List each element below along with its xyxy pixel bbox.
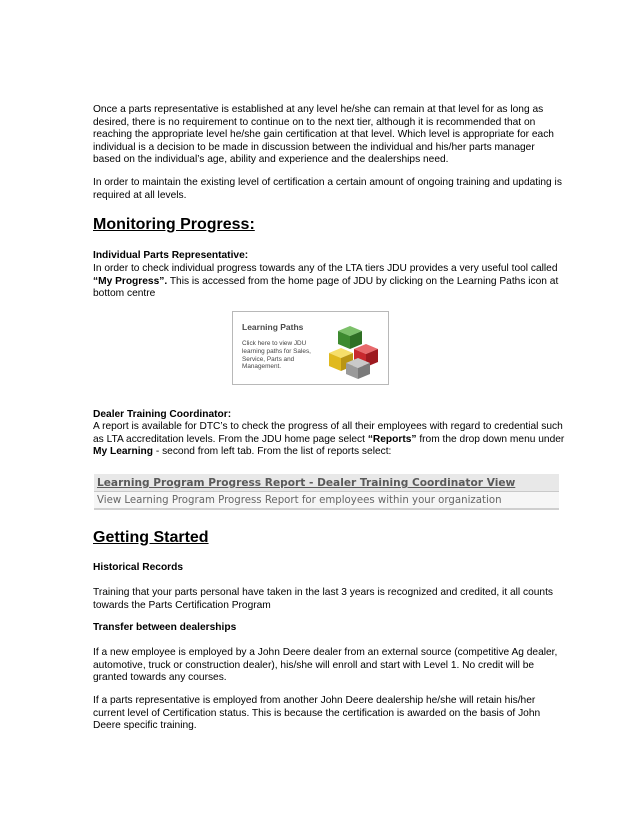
dtc-paragraph (93, 421, 565, 459)
historical-paragraph: Training that your parts personal have taken in the last 3 years is recognized and credited, it all counts towards the Parts Certification Program (93, 587, 554, 611)
my-progress-bold: “My Progress”. (93, 275, 168, 287)
report-description: View Learning Program Progress Report for employees within your organization (94, 492, 559, 510)
individual-text-a: In order to check individual progress towards any of the LTA tiers JDU provides a very useful tool called (93, 263, 558, 274)
reports-bold: “Reports” (367, 433, 417, 445)
my-learning-bold: My Learning (93, 446, 154, 458)
transfer-paragraph-1: If a new employee is employed by a John Deere dealer from an external source (competitive Ag dealer, automotive, truck or construction dealer), his/she will enroll and start with Level 1. No credit will be granted towards any courses. (93, 647, 558, 684)
transfer-paragraph-2: If a parts representative is employed from another John Deere dealership he/she will retain his/her current level of Certification status. This is because the certification is awarded on the basis of John Deere specific training. (93, 695, 541, 732)
dtc-text-c: - second from left tab. From the list of reports select: (153, 446, 392, 458)
intro-paragraph-1: Once a parts representative is established at any level he/she can remain at that level for as long as desired, there is no requirement to continue on to the next tier, although it is recommended that on reaching the appropriate level he/she gain certification at that level. Which level is appropriate for each individual is a decision to be made in discussion between the individual and his/her parts manager based on the individual’s age, ability and experience and the dealerships need. (93, 104, 554, 166)
intro-paragraph-2: In order to maintain the existing level of certification a certain amount of ongoing training and updating is required at all levels. (93, 177, 562, 201)
learning-paths-description: Click here to view JDU learning paths for Sales, Service, Parts and Management. (242, 340, 311, 371)
learning-paths-panel[interactable] (232, 311, 389, 385)
report-link[interactable]: Learning Program Progress Report - Dealer Training Coordinator View (94, 474, 559, 492)
dtc-text-a: A report is available for DTC’s to check the progress of all their employees with regard to credential such as LTA accreditation levels. From the JDU home page select (93, 421, 563, 445)
individual-text-b: This is accessed from the home page of JDU by clicking on the Learning Paths icon at bottom centre (93, 275, 559, 300)
getting-started-heading: Getting Started (93, 529, 209, 546)
learning-paths-title: Learning Paths (242, 322, 304, 332)
report-screenshot (94, 470, 559, 512)
historical-heading: Historical Records (93, 562, 184, 573)
dtc-heading: Dealer Training Coordinator: (93, 409, 232, 420)
transfer-heading: Transfer between dealerships (93, 622, 237, 633)
individual-heading: Individual Parts Representative: (93, 250, 249, 261)
dtc-text-b: from the drop down menu under (416, 433, 565, 445)
monitoring-heading: Monitoring Progress: (93, 216, 255, 233)
individual-paragraph (93, 263, 565, 301)
learning-paths-cubes-icon (328, 322, 386, 380)
